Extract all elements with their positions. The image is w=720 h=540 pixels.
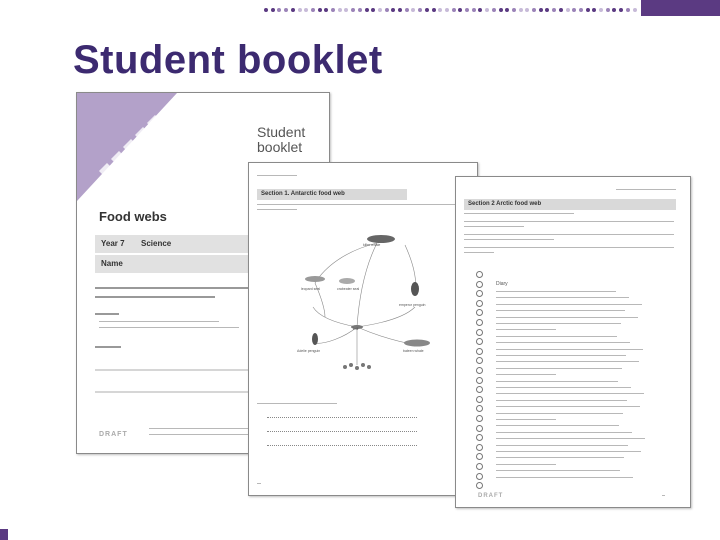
node-label: krill bbox=[353, 327, 359, 331]
binder-ring bbox=[476, 425, 483, 432]
decorative-dot bbox=[458, 8, 462, 12]
document-title: Food webs bbox=[99, 209, 167, 224]
binder-ring bbox=[476, 463, 483, 470]
diary-text-line bbox=[496, 355, 626, 356]
diary-text-line bbox=[496, 381, 618, 382]
diary-text-line bbox=[496, 425, 619, 426]
decorative-dot bbox=[545, 8, 549, 12]
diary-text-line bbox=[496, 419, 556, 420]
decorative-dot bbox=[566, 8, 570, 12]
cover-heading: Student booklet bbox=[257, 124, 306, 155]
decorative-dot bbox=[579, 8, 583, 12]
node-label: crabeater seal bbox=[337, 287, 360, 291]
decorative-dot bbox=[391, 8, 395, 12]
diary-text-line bbox=[496, 477, 633, 478]
diary-text-line bbox=[496, 445, 628, 446]
decorative-dot bbox=[398, 8, 402, 12]
decorative-dot bbox=[619, 8, 623, 12]
decorative-dot bbox=[532, 8, 536, 12]
objectives-text-line bbox=[99, 321, 219, 322]
subject-label: Science bbox=[141, 239, 172, 248]
decorative-dot bbox=[378, 8, 382, 12]
decorative-dot bbox=[512, 8, 516, 12]
binder-ring bbox=[476, 281, 483, 288]
instruction-text-line bbox=[257, 204, 457, 205]
section2-heading-bar bbox=[464, 199, 676, 210]
instruction-text-line bbox=[464, 252, 494, 253]
emperor-penguin-icon bbox=[411, 282, 419, 296]
binder-ring bbox=[476, 482, 483, 489]
answer-line bbox=[267, 431, 417, 432]
binder-ring bbox=[476, 271, 483, 278]
binder-ring bbox=[476, 357, 483, 364]
decorative-dot bbox=[519, 8, 523, 12]
footer-text-line bbox=[149, 434, 249, 435]
node-label: emperor penguin bbox=[399, 303, 426, 307]
food-web-diagram bbox=[285, 227, 445, 377]
diary-text-line bbox=[496, 291, 616, 292]
binder-ring bbox=[476, 453, 483, 460]
instruction-text-line bbox=[257, 209, 297, 210]
diary-text-line bbox=[496, 374, 556, 375]
decorative-dot bbox=[271, 8, 275, 12]
binder-ring bbox=[476, 444, 483, 451]
decorative-dot bbox=[452, 8, 456, 12]
diary-text-line bbox=[496, 317, 638, 318]
binder-ring bbox=[476, 367, 483, 374]
cover-corner-graphic bbox=[77, 93, 187, 203]
decorative-dot bbox=[612, 8, 616, 12]
diary-text-line bbox=[496, 406, 640, 407]
diary-text-line bbox=[496, 361, 639, 362]
section2-page bbox=[455, 176, 691, 508]
page-number-mark bbox=[257, 483, 261, 484]
decorative-dot bbox=[592, 8, 596, 12]
binder-ring bbox=[476, 290, 483, 297]
decorative-dot bbox=[338, 8, 342, 12]
decorative-dot bbox=[633, 8, 637, 12]
binder-ring bbox=[476, 300, 483, 307]
instruction-text-line bbox=[464, 247, 674, 248]
diary-text-line bbox=[496, 400, 627, 401]
node-label: killer whale bbox=[363, 243, 381, 247]
diary-text-line bbox=[496, 413, 623, 414]
decorative-dot bbox=[505, 8, 509, 12]
decorative-dot-row bbox=[264, 8, 644, 14]
instruction-text-line bbox=[464, 213, 574, 214]
decorative-dot bbox=[318, 8, 322, 12]
question-text-line bbox=[257, 403, 337, 404]
binder-ring bbox=[476, 319, 483, 326]
decorative-dot bbox=[445, 8, 449, 12]
decorative-dot bbox=[572, 8, 576, 12]
diary-text-line bbox=[496, 329, 556, 330]
diary-text-line bbox=[496, 336, 617, 337]
decorative-dot bbox=[425, 8, 429, 12]
decorative-dot bbox=[492, 8, 496, 12]
draft-mark: DRAFT bbox=[99, 431, 128, 438]
node-label: Adelie penguin bbox=[297, 349, 321, 353]
decorative-dot bbox=[559, 8, 563, 12]
decorative-dot bbox=[344, 8, 348, 12]
instruction-text-line bbox=[464, 239, 554, 240]
instruction-text-line bbox=[464, 234, 674, 235]
date-text-line bbox=[95, 346, 121, 348]
diary-text-line bbox=[496, 470, 620, 471]
section2-title: Section 2 Arctic food web bbox=[468, 201, 542, 207]
decorative-dot bbox=[284, 8, 288, 12]
killer-whale-icon bbox=[367, 235, 395, 243]
decorative-dot bbox=[411, 8, 415, 12]
decorative-dot bbox=[418, 8, 422, 12]
decorative-dot bbox=[465, 8, 469, 12]
section1-page bbox=[248, 162, 478, 496]
instruction-text-line bbox=[464, 221, 674, 222]
decorative-dot bbox=[291, 8, 295, 12]
diary-text-line bbox=[496, 323, 621, 324]
decorative-dot bbox=[277, 8, 281, 12]
instruction-text-line bbox=[464, 226, 524, 227]
answer-line bbox=[267, 445, 417, 446]
binder-ring bbox=[476, 396, 483, 403]
binder-ring bbox=[476, 348, 483, 355]
decorative-dot bbox=[311, 8, 315, 12]
decorative-dot bbox=[478, 8, 482, 12]
diary-text-line bbox=[496, 349, 643, 350]
objectives-text-line bbox=[99, 327, 239, 328]
decorative-dot bbox=[552, 8, 556, 12]
header-text-line bbox=[257, 175, 297, 176]
year-label: Year 7 bbox=[101, 239, 125, 248]
decorative-dot bbox=[438, 8, 442, 12]
binder-ring bbox=[476, 386, 483, 393]
header-text-line bbox=[616, 189, 676, 190]
diary-text-line bbox=[496, 304, 642, 305]
diary-heading: Diary bbox=[496, 281, 508, 287]
decorative-dot bbox=[485, 8, 489, 12]
diary-text-line bbox=[496, 297, 629, 298]
binder-ring bbox=[476, 415, 483, 422]
decorative-dot bbox=[331, 8, 335, 12]
diary-text-line bbox=[496, 457, 624, 458]
section1-title: Section 1. Antarctic food web bbox=[261, 191, 345, 197]
decorative-dot bbox=[351, 8, 355, 12]
decorative-dot bbox=[385, 8, 389, 12]
decorative-dot bbox=[586, 8, 590, 12]
intro-text-line bbox=[95, 287, 265, 289]
bottom-left-brand-band bbox=[0, 529, 8, 540]
draft-mark: DRAFT bbox=[478, 493, 504, 499]
adelie-penguin-icon bbox=[312, 333, 318, 345]
decorative-dot bbox=[358, 8, 362, 12]
diary-text-line bbox=[496, 432, 632, 433]
decorative-dot bbox=[626, 8, 630, 12]
decorative-dot bbox=[599, 8, 603, 12]
decorative-dot bbox=[432, 8, 436, 12]
decorative-dot bbox=[264, 8, 268, 12]
node-label: baleen whale bbox=[403, 349, 424, 353]
page-number-mark bbox=[662, 495, 665, 496]
decorative-dot bbox=[606, 8, 610, 12]
slide-title: Student booklet bbox=[73, 38, 383, 82]
binder-ring bbox=[476, 377, 483, 384]
top-decoration-bar bbox=[0, 0, 720, 16]
decorative-dot bbox=[304, 8, 308, 12]
answer-line bbox=[267, 417, 417, 418]
decorative-dot bbox=[499, 8, 503, 12]
binder-ring bbox=[476, 338, 483, 345]
baleen-whale-icon bbox=[404, 340, 430, 347]
diary-text-line bbox=[496, 464, 556, 465]
diary-text-line bbox=[496, 393, 644, 394]
decorative-dot bbox=[371, 8, 375, 12]
decorative-dot bbox=[472, 8, 476, 12]
intro-text-line bbox=[95, 296, 215, 298]
binder-ring bbox=[476, 329, 483, 336]
decorative-dot bbox=[405, 8, 409, 12]
leopard-seal-icon bbox=[305, 276, 325, 282]
decorative-dot bbox=[365, 8, 369, 12]
diary-text-line bbox=[496, 310, 625, 311]
binder-ring bbox=[476, 434, 483, 441]
objectives-text-line bbox=[95, 313, 119, 315]
decorative-dot bbox=[525, 8, 529, 12]
node-label: leopard seal bbox=[301, 287, 321, 291]
diary-text-line bbox=[496, 438, 645, 439]
top-right-brand-band bbox=[641, 0, 720, 16]
decorative-dot bbox=[539, 8, 543, 12]
diary-text-line bbox=[496, 368, 622, 369]
decorative-dot bbox=[324, 8, 328, 12]
diary-text-line bbox=[496, 342, 630, 343]
binder-ring bbox=[476, 473, 483, 480]
name-label: Name bbox=[101, 259, 123, 268]
binder-ring bbox=[476, 309, 483, 316]
section1-heading-bar bbox=[257, 189, 407, 200]
footer-text-line bbox=[149, 428, 249, 429]
bottom-decoration-bar bbox=[0, 523, 720, 540]
diary-text-line bbox=[496, 451, 641, 452]
diary-text-line bbox=[496, 387, 631, 388]
binder-ring bbox=[476, 405, 483, 412]
crabeater-seal-icon bbox=[339, 278, 355, 284]
decorative-dot bbox=[298, 8, 302, 12]
